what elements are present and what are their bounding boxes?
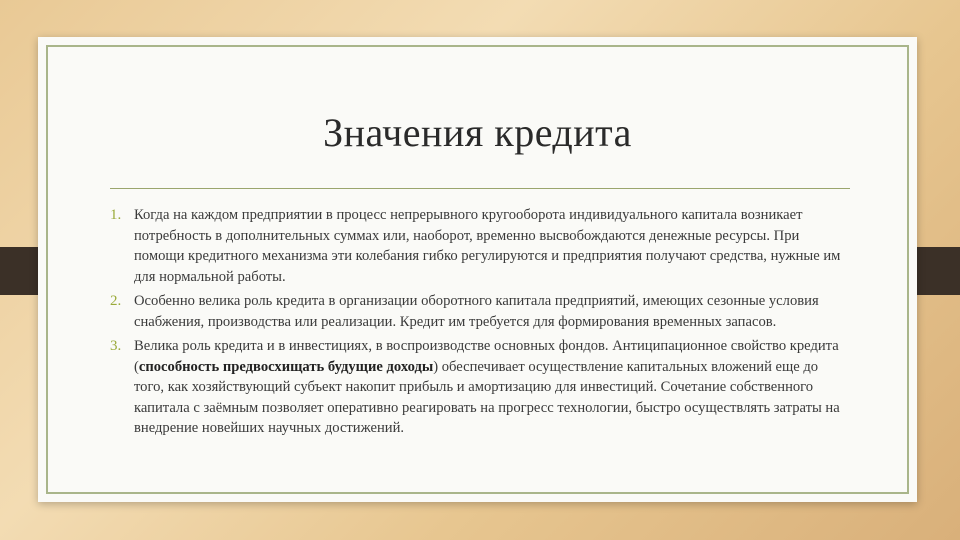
title-divider xyxy=(110,188,850,189)
list-item xyxy=(110,291,850,332)
list-item-text-start: Велика роль кредита и в инвестициях, в воспроизводстве основных фондов. Антиципационное свойство кредита ( xyxy=(134,338,839,375)
list-item-text: Когда на каждом предприятии в процесс непрерывного кругооборота индивидуального капитала возникает потребность в дополнительных суммах или, наоборот, временно высвобождаются денежные ресурсы. При помощи кредитного механизма эти колебания гибко регулируются и предприятия получают средства, нужные им для нормальной работы. xyxy=(134,207,841,285)
slide-title: Значения кредита xyxy=(323,110,632,155)
numbered-list xyxy=(110,205,850,443)
list-item-text-end: ) обеспечивает осуществление капитальных вложений еще до того, как хозяйствующий субъект накопит прибыль и амортизацию для инвестиций. Сочетание собственного капитала с заёмным позволяет оперативно реагировать на прогресс технологии, быстро осуществлять затраты на внедрение новейших научных достижений. xyxy=(134,358,840,436)
list-number: 2. xyxy=(110,293,122,309)
list-item-bold-phrase: способность предвосхищать будущие доходы xyxy=(138,358,434,375)
slide-card xyxy=(38,37,917,502)
list-number: 3. xyxy=(110,338,122,354)
list-item xyxy=(110,336,850,439)
list-number: 1. xyxy=(110,207,122,223)
list-item-text: Особенно велика роль кредита в организации оборотного капитала предприятий, имеющих сезонные условия снабжения, производства или реализации. Кредит им требуется для формирования временных запасов. xyxy=(134,293,819,330)
list-item xyxy=(110,205,850,287)
